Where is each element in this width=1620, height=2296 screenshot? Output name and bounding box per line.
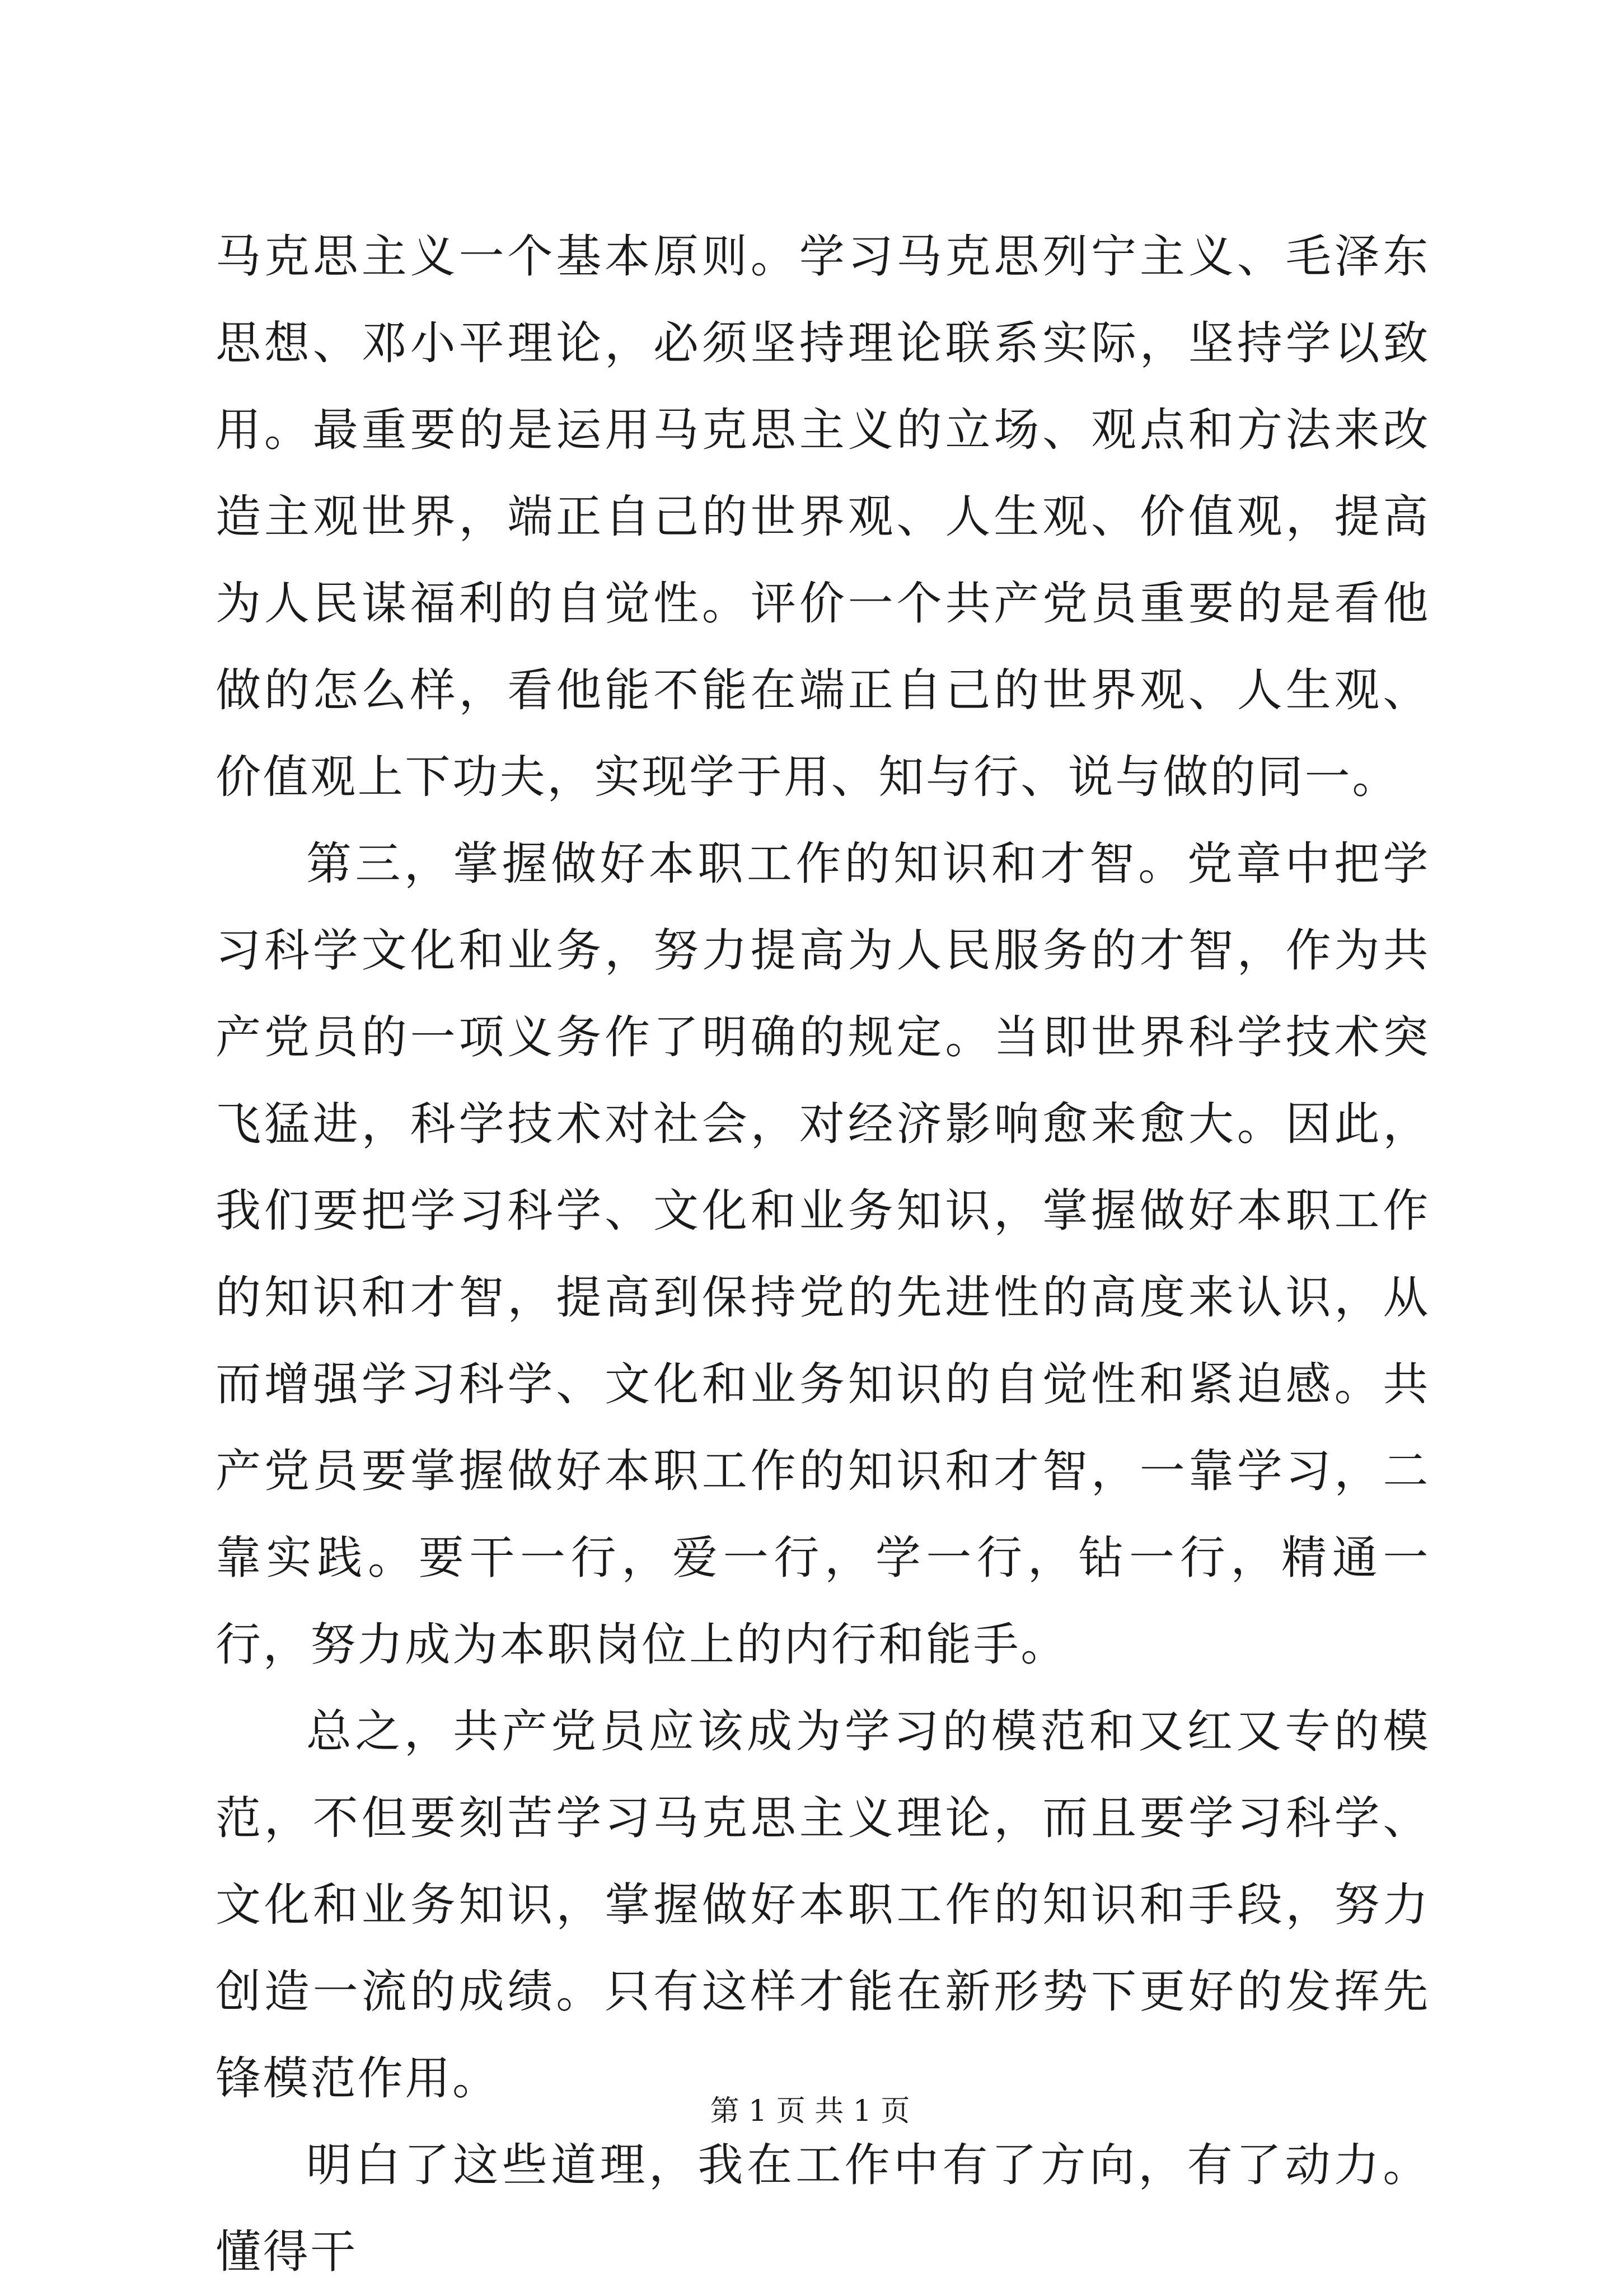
document-body [216, 214, 1430, 2296]
paragraph-2: 第三，掌握做好本职工作的知识和才智。党章中把学习科学文化和业务，努力提高为人民服务的才智，作为共产党员的一项义务作了明确的规定。当即世界科学技术突飞猛进，科学技术对社会，对经济影响愈来愈大。因此，我们要把学习科学、文化和业务知识，掌握做好本职工作的知识和才智，提高到保持党的先进性的高度来认识，从而增强学习科学、文化和业务知识的自觉性和紧迫感。共产党员要掌握做好本职工作的知识和才智，一靠学习，二靠实践。要干一行，爱一行，学一行，钻一行，精通一行，努力成为本职岗位上的内行和能手。 [216, 838, 1430, 1671]
paragraph-4: 明白了这些道理，我在工作中有了方向，有了动力。懂得干 [216, 2139, 1430, 2279]
page-footer: 第 1 页 共 1 页 [710, 2094, 910, 2128]
paragraph-3: 总之，共产党员应该成为学习的模范和又红又专的模范，不但要刻苦学习马克思主义理论，而且要学习科学、文化和业务知识，掌握做好本职工作的知识和手段，努力创造一流的成绩。只有这样才能在新形势下更好的发挥先锋模范作用。 [216, 1705, 1430, 2105]
paragraph-1: 马克思主义一个基本原则。学习马克思列宁主义、毛泽东思想、邓小平理论，必须坚持理论联系实际，坚持学以致用。最重要的是运用马克思主义的立场、观点和方法来改造主观世界，端正自己的世界观、人生观、价值观，提高为人民谋福利的自觉性。评价一个共产党员重要的是看他做的怎么样，看他能不能在端正自己的世界观、人生观、价值观上下功夫，实现学于用、知与行、说与做的同一。 [216, 231, 1430, 804]
